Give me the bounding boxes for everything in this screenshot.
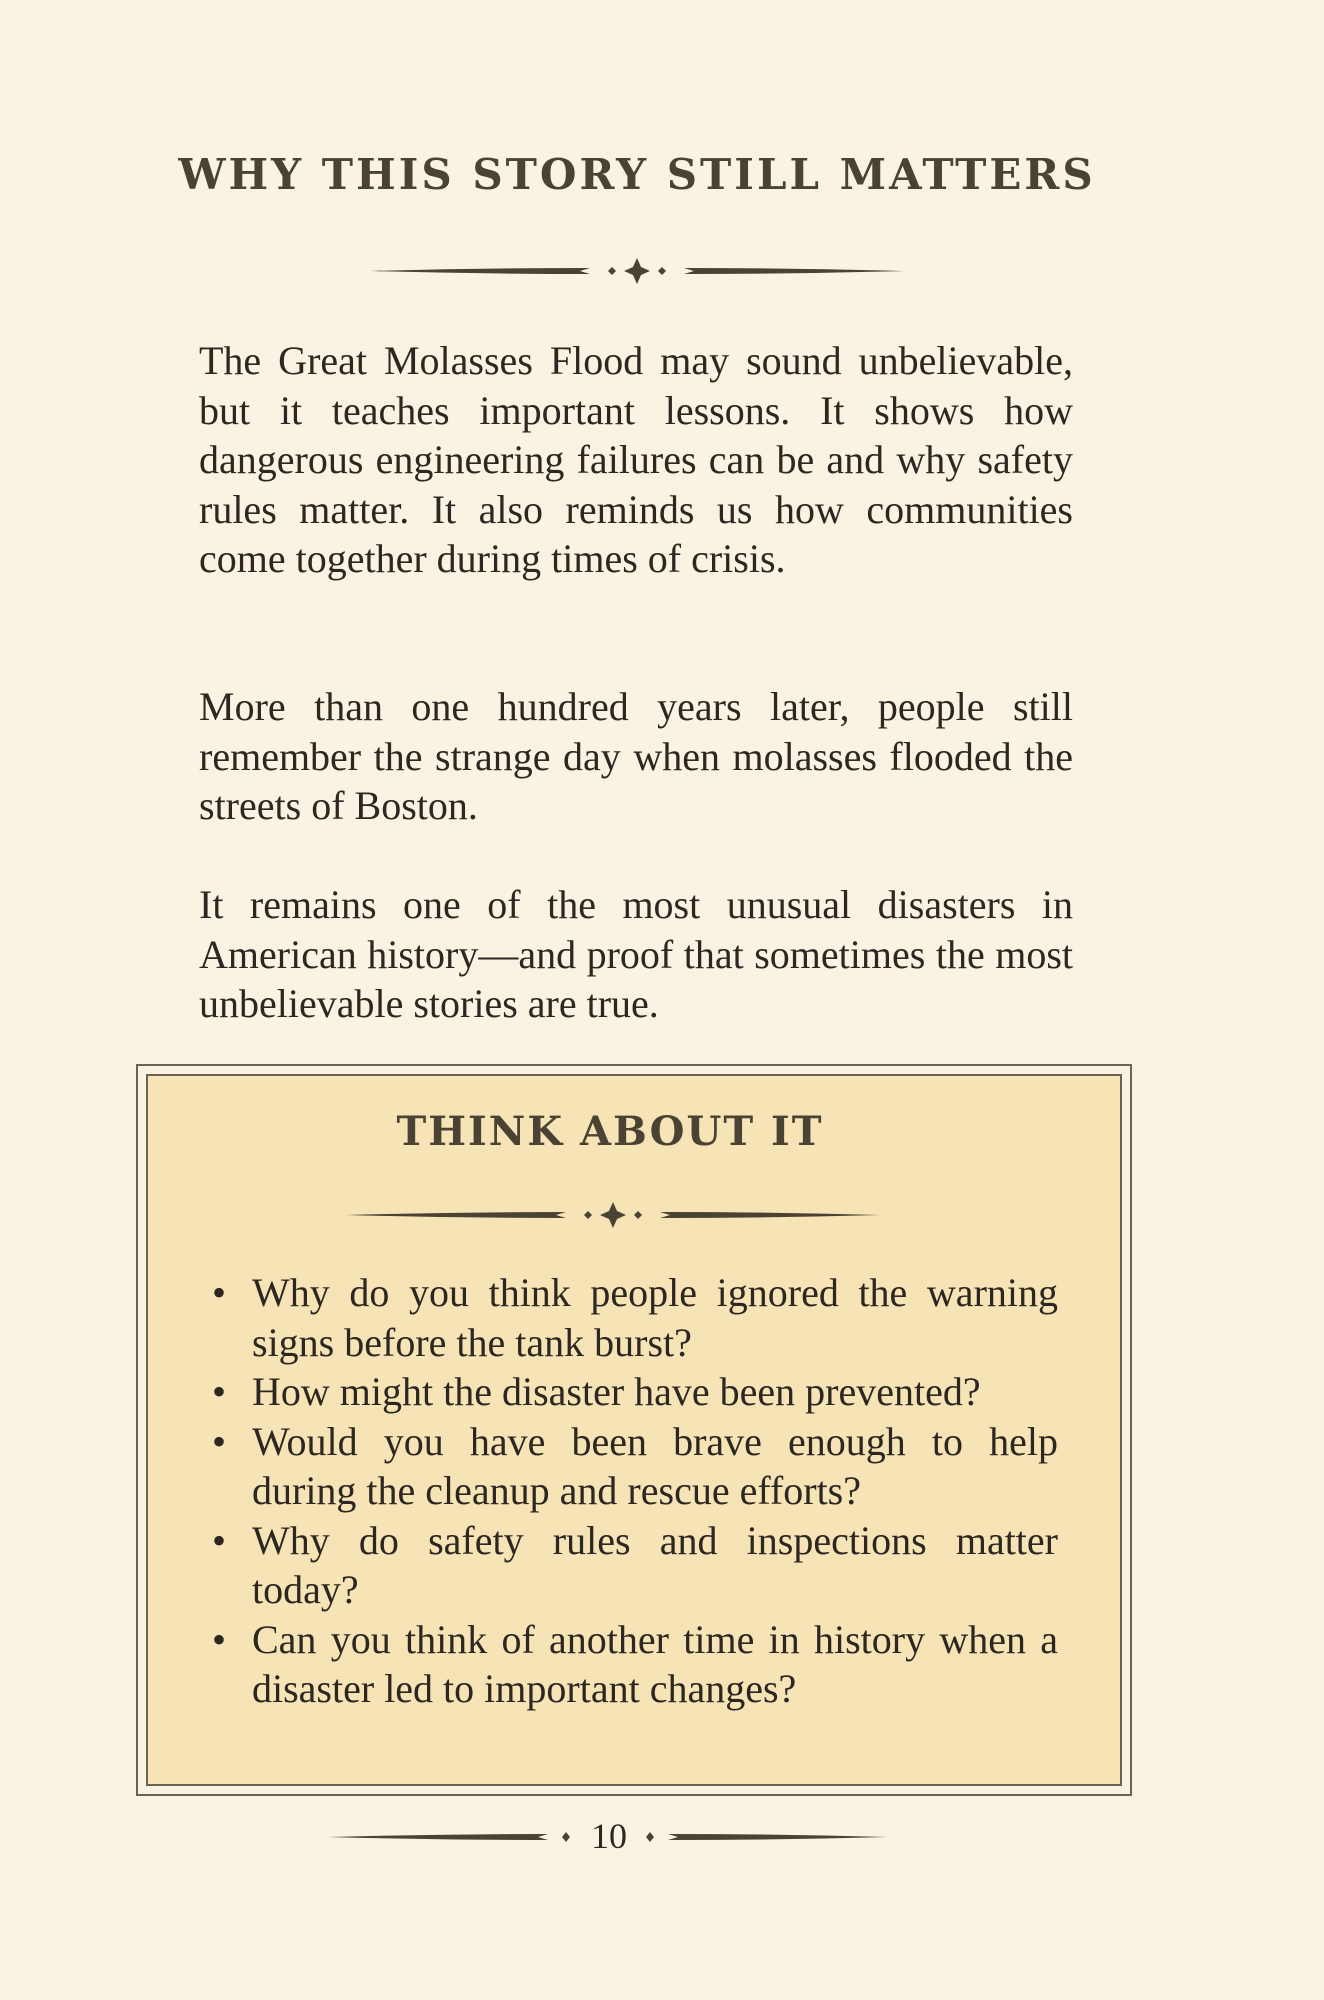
callout-title: THINK ABOUT IT <box>396 1108 824 1155</box>
list-item <box>212 1367 1058 1417</box>
question-text: How might the disaster have been prevented? <box>252 1369 981 1414</box>
paragraph: It remains one of the most unusual disasters in American history—and proof that sometimes the most unbelievable stories are true. <box>199 882 1073 1026</box>
paragraph: More than one hundred years later, people still remember the strange day when molasses flooded the streets of Boston. <box>199 684 1073 828</box>
list-item <box>212 1615 1058 1714</box>
bullet-icon: • <box>212 1616 227 1662</box>
page-number: 10 <box>591 1816 627 1856</box>
divider-ornament <box>346 1198 880 1232</box>
list-item <box>212 1268 1058 1367</box>
question-text: Why do safety rules and inspections matter today? <box>252 1517 1058 1612</box>
bullet-icon: • <box>212 1418 227 1464</box>
bullet-icon: • <box>212 1517 227 1563</box>
list-item <box>212 1417 1058 1516</box>
question-text: Why do you think people ignored the warning signs before the tank burst? <box>252 1270 1058 1365</box>
bullet-icon: • <box>212 1369 227 1414</box>
section-heading: WHY THIS STORY STILL MATTERS <box>178 150 1096 199</box>
divider-ornament <box>370 254 904 288</box>
question-text: Can you think of another time in history when a disaster led to important changes? <box>252 1616 1058 1711</box>
paragraph: The Great Molasses Flood may sound unbelievable, but it teaches important lessons. It shows how dangerous engineering failures can be and why safety rules matter. It also reminds us how communities come together during times of crisis. <box>199 338 1073 581</box>
question-text: Would you have been brave enough to help during the cleanup and rescue efforts? <box>252 1418 1058 1513</box>
question-list <box>212 1268 1058 1714</box>
list-item <box>212 1516 1058 1615</box>
bullet-icon: • <box>212 1270 227 1315</box>
